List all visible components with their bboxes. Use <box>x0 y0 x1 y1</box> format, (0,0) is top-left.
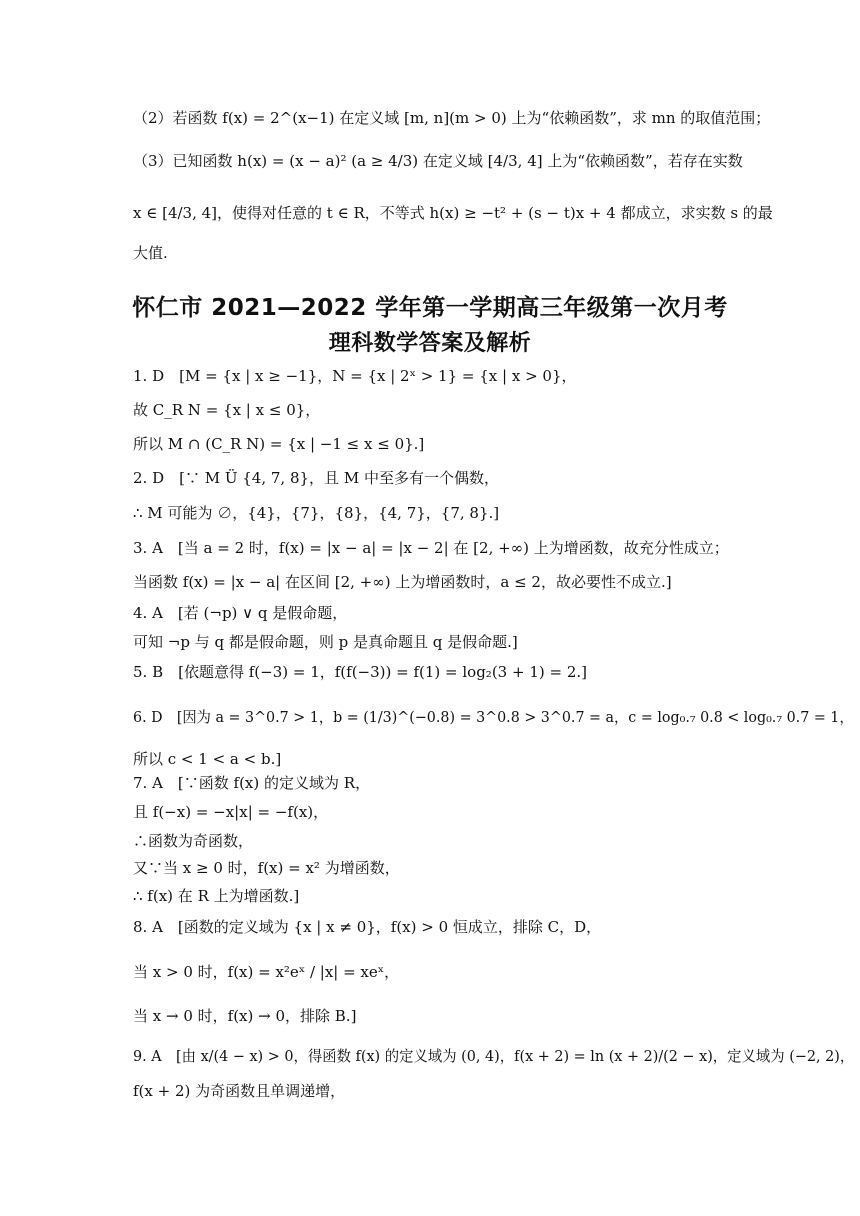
answer-line: f(x + 2) 为奇函数且单调递增， <box>133 1082 346 1100</box>
answer-line: 2. D [∵ M Ü {4, 7, 8}，且 M 中至多有一个偶数， <box>133 469 499 487</box>
answer-line: 又∵当 x ≥ 0 时，f(x) = x² 为增函数， <box>133 859 400 877</box>
answer-line: 5. B [依题意得 f(−3) = 1，f(f(−3)) = f(1) = log₂(3 + 1) = 2.] <box>133 663 587 681</box>
page-title: 怀仁市 2021—2022 学年第一学期高三年级第一次月考 <box>132 295 728 321</box>
page-subtitle: 理科数学答案及解析 <box>328 331 532 356</box>
problem-part-3-line-2: x ∈ [4/3, 4]，使得对任意的 t ∈ R，不等式 h(x) ≥ −t² + (s − t)x + 4 都成立，求实数 s 的最 <box>133 204 773 222</box>
problem-part-2: （2）若函数 f(x) = 2^(x−1) 在定义域 [m, n](m > 0) 上为“依赖函数”，求 mn 的取值范围； <box>133 109 771 127</box>
answer-line: ∴ M 可能为 ∅，{4}，{7}，{8}，{4, 7}，{7, 8}.] <box>133 504 500 522</box>
answer-line: 所以 M ∩ (C_R N) = {x | −1 ≤ x ≤ 0}.] <box>133 435 425 453</box>
answer-line: ∴ f(x) 在 R 上为增函数.] <box>133 887 300 905</box>
answer-line: 所以 c < 1 < a < b.] <box>133 750 282 768</box>
answer-line: 当 x → 0 时，f(x) → 0，排除 B.] <box>133 1007 357 1025</box>
answer-line: 7. A [∵函数 f(x) 的定义域为 R， <box>133 774 371 792</box>
answer-line: 6. D [因为 a = 3^0.7 > 1，b = (1/3)^(−0.8) = 3^0.8 > 3^0.7 = a，c = log₀.₇ 0.8 < log₀.₇ 0.7 = 1， <box>133 708 854 726</box>
problem-part-3-line-1: （3）已知函数 h(x) = (x − a)² (a ≥ 4/3) 在定义域 [4/3, 4] 上为“依赖函数”，若存在实数 <box>133 152 743 170</box>
answer-line: 故 C_R N = {x | x ≤ 0}， <box>133 401 321 419</box>
answer-line: ∴函数为奇函数， <box>133 832 254 850</box>
answer-line: 当 x > 0 时，f(x) = x²eˣ / |x| = xeˣ， <box>133 963 400 981</box>
problem-part-3-line-3: 大值. <box>133 244 168 262</box>
answer-line: 3. A [当 a = 2 时，f(x) = |x − a| = |x − 2| 在 [2, +∞) 上为增函数，故充分性成立； <box>133 539 729 557</box>
answer-line: 1. D [M = {x | x ≥ −1}，N = {x | 2ˣ > 1} = {x | x > 0}， <box>133 367 577 385</box>
answer-line: 当函数 f(x) = |x − a| 在区间 [2, +∞) 上为增函数时，a ≤ 2，故必要性不成立.] <box>133 573 672 591</box>
answer-line: 且 f(−x) = −x|x| = −f(x)， <box>133 803 329 821</box>
answer-line: 可知 ¬p 与 q 都是假命题，则 p 是真命题且 q 是假命题.] <box>133 633 518 651</box>
answer-line: 9. A [由 x/(4 − x) > 0，得函数 f(x) 的定义域为 (0, 4)，f(x + 2) = ln (x + 2)/(2 − x)，定义域为 (−2, 2)， <box>133 1047 855 1065</box>
answer-line: 4. A [若 (¬p) ∨ q 是假命题， <box>133 604 348 622</box>
answer-line: 8. A [函数的定义域为 {x | x ≠ 0}，f(x) > 0 恒成立，排除 C，D， <box>133 918 602 936</box>
